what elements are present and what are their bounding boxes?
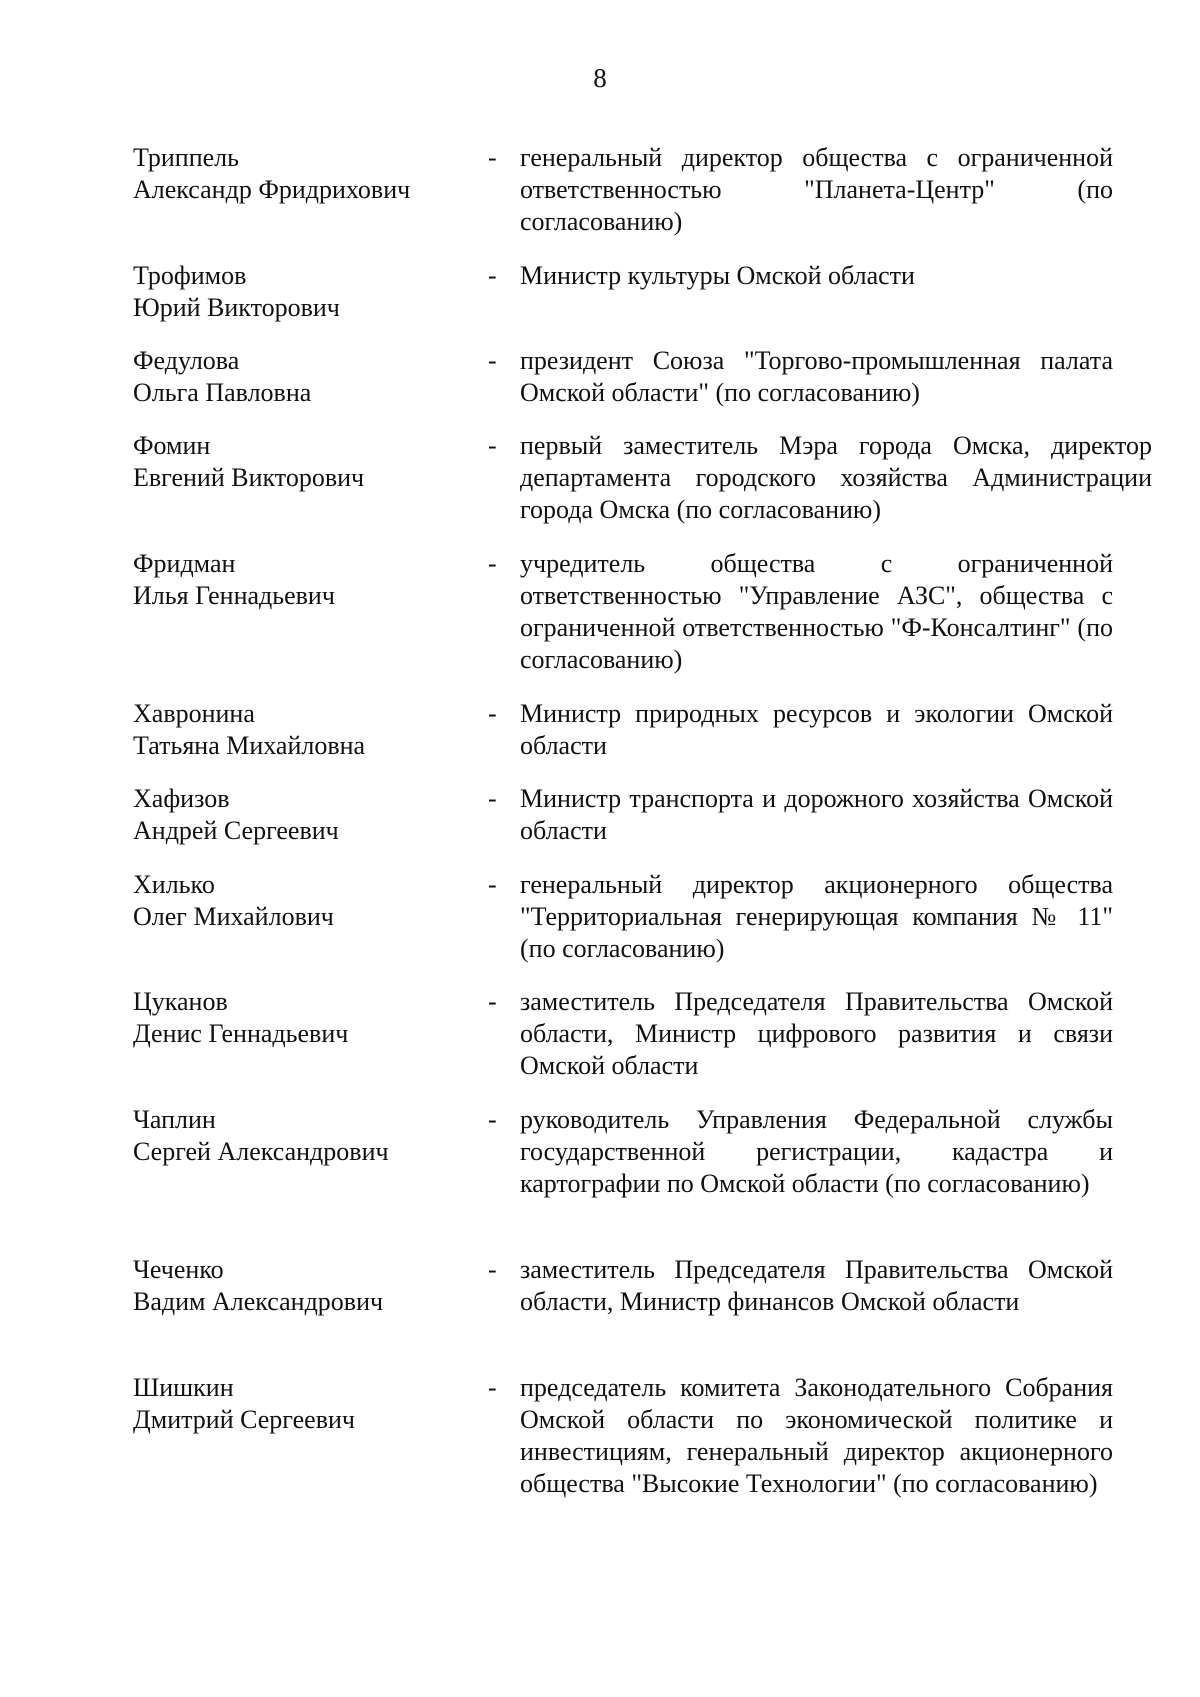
member-name	[133, 986, 473, 1050]
member-surname: Хафизов	[133, 784, 230, 813]
member-given-names: Сергей Александрович	[133, 1137, 389, 1166]
member-position: руководитель Управления Федеральной службы государственной регистрации, кадастра и картографии по Омской области (по согласованию)	[520, 1105, 1113, 1198]
dash-separator: -	[488, 870, 497, 899]
member-name	[133, 1104, 473, 1168]
member-surname: Хавронина	[133, 699, 255, 728]
member-position: Министр транспорта и дорожного хозяйства Омской области	[520, 784, 1113, 845]
dash-separator: -	[488, 346, 497, 375]
member-position: учредитель общества с ограниченной ответственностью "Управление АЗС", общества с ограниченной ответственностью "Ф-Консалтинг" (по согласованию)	[520, 549, 1113, 674]
page-number: 8	[593, 63, 607, 93]
member-given-names: Денис Геннадьевич	[133, 1019, 349, 1048]
member-position: генеральный директор общества с ограниченной ответственностью "Планета-Центр" (по согласованию)	[520, 143, 1113, 236]
member-name	[133, 142, 473, 206]
dash-separator: -	[488, 1373, 497, 1402]
member-given-names: Александр Фридрихович	[133, 175, 411, 204]
member-position: генеральный директор акционерного общества "Территориальная генерирующая компания № 11" (по согласованию)	[520, 870, 1113, 963]
member-position: первый заместитель Мэра города Омска, директор департамента городского хозяйства Администрации города Омска (по согласованию)	[520, 431, 1152, 524]
member-surname: Федулова	[133, 346, 240, 375]
dash-separator: -	[488, 431, 497, 460]
dash-separator: -	[488, 261, 497, 290]
member-name	[133, 1372, 473, 1436]
member-surname: Триппель	[133, 143, 240, 172]
member-name	[133, 1254, 473, 1318]
member-position: Министр культуры Омской области	[520, 261, 915, 290]
dash-separator: -	[488, 987, 497, 1016]
dash-separator: -	[488, 549, 497, 578]
member-surname: Фомин	[133, 431, 211, 460]
member-given-names: Ольга Павловна	[133, 378, 312, 407]
dash-separator: -	[488, 1255, 497, 1284]
member-given-names: Татьяна Михайловна	[133, 731, 366, 760]
member-given-names: Юрий Викторович	[133, 293, 340, 322]
member-surname: Хилько	[133, 870, 215, 899]
member-surname: Трофимов	[133, 261, 247, 290]
member-name	[133, 260, 473, 324]
member-surname: Цуканов	[133, 987, 228, 1016]
member-name	[133, 345, 473, 409]
member-position: Министр природных ресурсов и экологии Омской области	[520, 699, 1113, 760]
dash-separator: -	[488, 784, 497, 813]
member-given-names: Олег Михайлович	[133, 902, 334, 931]
member-given-names: Илья Геннадьевич	[133, 581, 335, 610]
member-position: заместитель Председателя Правительства Омской области, Министр финансов Омской области	[520, 1255, 1113, 1316]
member-position: заместитель Председателя Правительства Омской области, Министр цифрового развития и связи Омской области	[520, 987, 1113, 1080]
member-name	[133, 548, 473, 612]
member-surname: Шишкин	[133, 1373, 234, 1402]
member-name	[133, 869, 473, 933]
member-position: председатель комитета Законодательного Собрания Омской области по экономической политике и инвестициям, генеральный директор акционерного общества "Высокие Технологии" (по согласованию)	[520, 1373, 1113, 1498]
member-position: президент Союза "Торгово-промышленная палата Омской области" (по согласованию)	[520, 346, 1113, 407]
member-given-names: Дмитрий Сергеевич	[133, 1405, 355, 1434]
member-surname: Чеченко	[133, 1255, 224, 1284]
member-given-names: Андрей Сергеевич	[133, 816, 339, 845]
member-surname: Чаплин	[133, 1105, 216, 1134]
member-name	[133, 783, 473, 847]
member-name	[133, 698, 473, 762]
member-given-names: Вадим Александрович	[133, 1287, 384, 1316]
member-given-names: Евгений Викторович	[133, 463, 365, 492]
dash-separator: -	[488, 699, 497, 728]
member-name	[133, 430, 473, 494]
member-surname: Фридман	[133, 549, 236, 578]
dash-separator: -	[488, 143, 497, 172]
dash-separator: -	[488, 1105, 497, 1134]
